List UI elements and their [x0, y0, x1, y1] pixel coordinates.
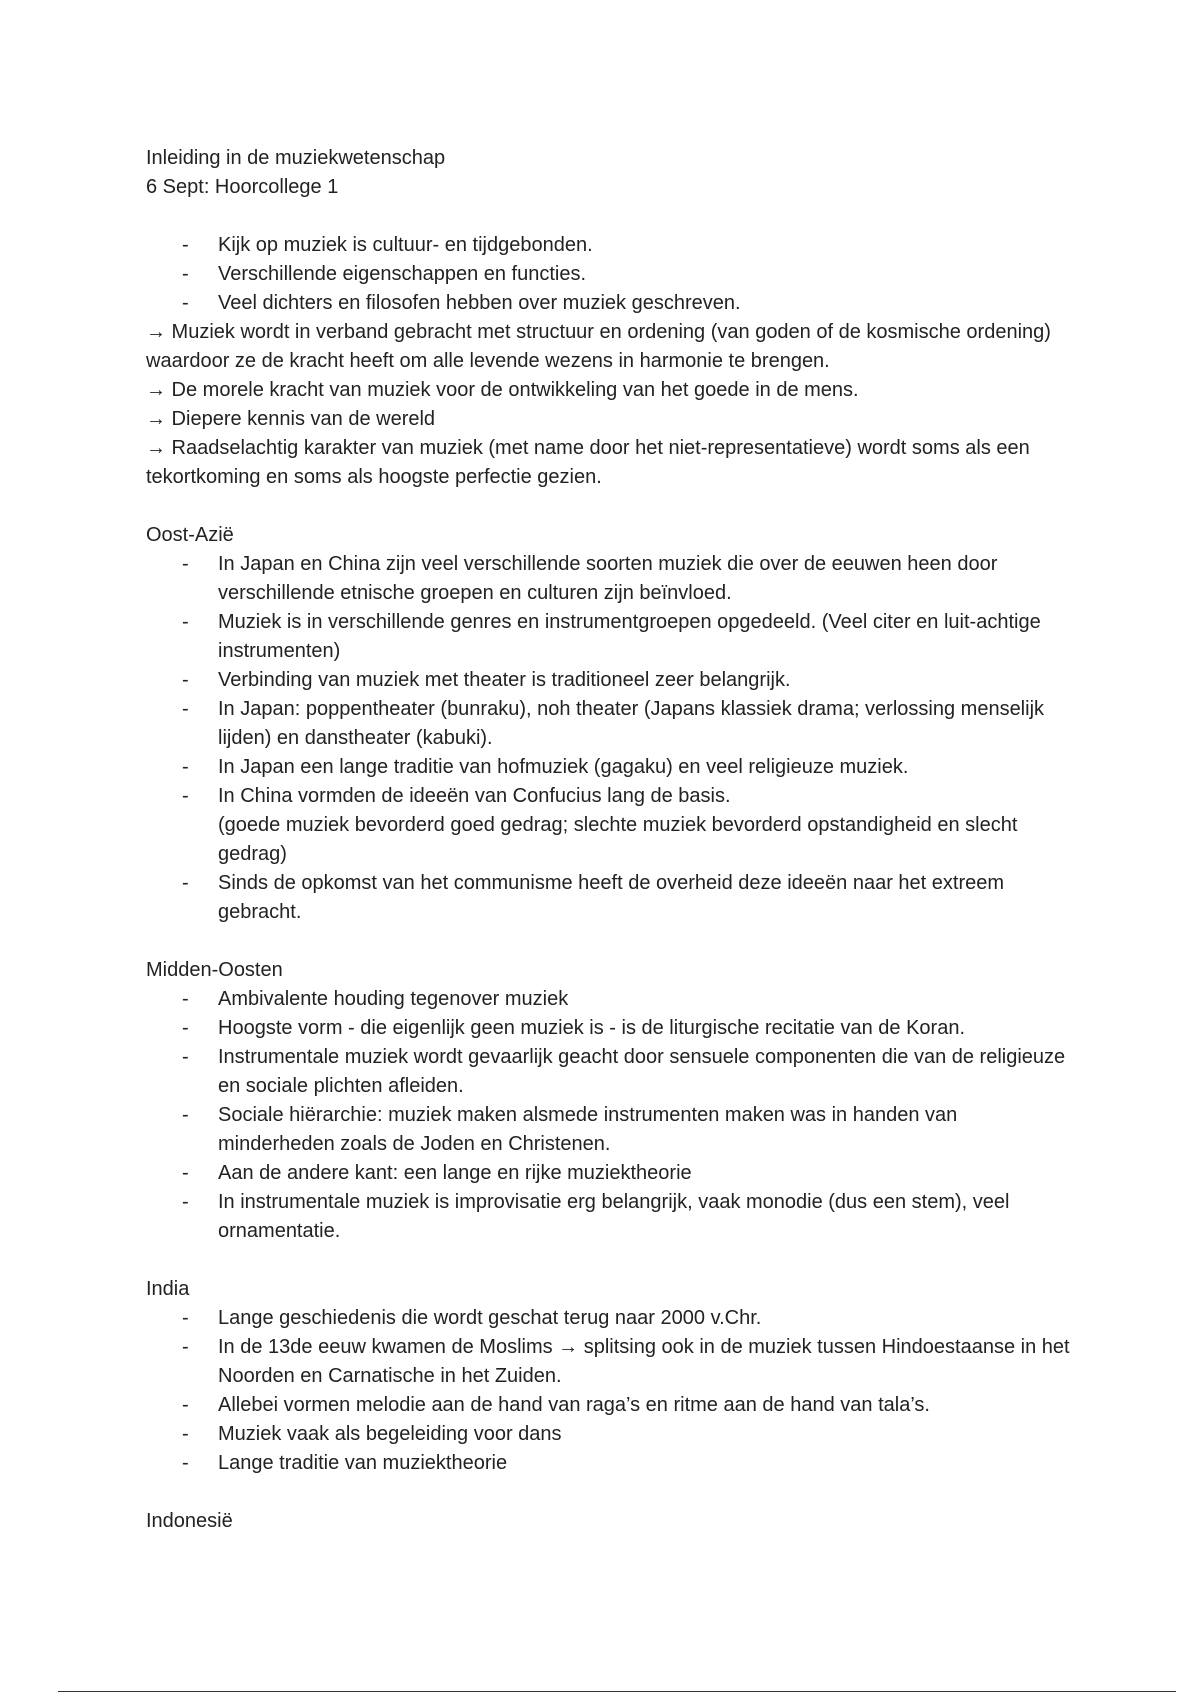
list-item: - Verschillende eigenschappen en functies.	[146, 260, 1076, 289]
section-heading-indonesia: Indonesië	[146, 1510, 233, 1532]
spacer	[146, 1478, 1076, 1507]
arrow-note: → De morele kracht van muziek voor de ontwikkeling van het goede in de mens.	[146, 379, 859, 401]
list-item: - Instrumentale muziek wordt gevaarlijk geacht door sensuele componenten die van de religieuze en sociale plichten afleiden.	[146, 1043, 1076, 1101]
arrow-notes	[146, 318, 1076, 492]
list-item: - Sociale hiërarchie: muziek maken alsmede instrumenten maken was in handen van minderheden zoals de Joden en Christenen.	[146, 1101, 1076, 1159]
list-item: - Verbinding van muziek met theater is traditioneel zeer belangrijk.	[146, 666, 1076, 695]
confucius-note: (goede muziek bevorderd goed gedrag; slechte muziek bevorderd opstandigheid en slecht gedrag)	[218, 814, 1018, 865]
section-heading-east-asia: Oost-Azië	[146, 524, 234, 546]
spacer	[146, 492, 1076, 521]
list-item: - In Japan: poppentheater (bunraku), noh theater (Japans klassiek drama; verlossing menselijk lijden) en danstheater (kabuki).	[146, 695, 1076, 753]
india-bullet-list	[146, 1304, 1076, 1478]
list-item: - In de 13de eeuw kwamen de Moslims → splitsing ook in de muziek tussen Hindoestaanse in het Noorden en Carnatische in het Zuiden.	[146, 1333, 1076, 1391]
arrow-note: → Diepere kennis van de wereld	[146, 408, 436, 430]
list-item: - Lange geschiedenis die wordt geschat terug naar 2000 v.Chr.	[146, 1304, 1076, 1333]
list-item: - Ambivalente houding tegenover muziek	[146, 985, 1076, 1014]
east-asia-bullet-list	[146, 550, 1076, 927]
section-heading-middle-east: Midden-Oosten	[146, 959, 283, 981]
spacer	[146, 1246, 1076, 1275]
list-item: - In Japan een lange traditie van hofmuziek (gagaku) en veel religieuze muziek.	[146, 753, 1076, 782]
list-item: - Aan de andere kant: een lange en rijke muziektheorie	[146, 1159, 1076, 1188]
spacer	[146, 927, 1076, 956]
list-item-text: - In China vormden de ideeën van Confucius lang de basis.	[218, 785, 731, 807]
document-page	[146, 144, 1076, 1536]
section-heading-india: India	[146, 1278, 190, 1300]
list-item: - Sinds de opkomst van het communisme heeft de overheid deze ideeën naar het extreem gebracht.	[146, 869, 1076, 927]
intro-bullet-list	[146, 231, 1076, 318]
list-item: - Allebei vormen melodie aan de hand van raga’s en ritme aan de hand van tala’s.	[146, 1391, 1076, 1420]
arrow-note: → Muziek wordt in verband gebracht met structuur en ordening (van goden of de kosmische ordening) waardoor ze de kracht heeft om alle levende wezens in harmonie te brengen.	[146, 321, 1051, 372]
list-item: - Lange traditie van muziektheorie	[146, 1449, 1076, 1478]
lecture-subtitle: 6 Sept: Hoorcollege 1	[146, 176, 339, 198]
document-title: Inleiding in de muziekwetenschap	[146, 147, 446, 169]
list-item: - Muziek is in verschillende genres en instrumentgroepen opgedeeld. (Veel citer en luit-achtige instrumenten)	[146, 608, 1076, 666]
middle-east-bullet-list	[146, 985, 1076, 1246]
list-item: - In Japan en China zijn veel verschillende soorten muziek die over de eeuwen heen door verschillende etnische groepen en culturen zijn beïnvloed.	[146, 550, 1076, 608]
list-item: - Kijk op muziek is cultuur- en tijdgebonden.	[146, 231, 1076, 260]
spacer	[146, 202, 1076, 231]
list-item: - Muziek vaak als begeleiding voor dans	[146, 1420, 1076, 1449]
list-item: - In instrumentale muziek is improvisatie erg belangrijk, vaak monodie (dus een stem), veel ornamentatie.	[146, 1188, 1076, 1246]
list-item: - Hoogste vorm - die eigenlijk geen muziek is - is de liturgische recitatie van de Koran.	[146, 1014, 1076, 1043]
arrow-note: → Raadselachtig karakter van muziek (met name door het niet-representatieve) wordt soms als een tekortkoming en soms als hoogste perfectie gezien.	[146, 437, 1030, 488]
page-divider	[58, 1691, 1176, 1692]
list-item: - Veel dichters en filosofen hebben over muziek geschreven.	[146, 289, 1076, 318]
list-item-confucius	[146, 782, 1076, 869]
